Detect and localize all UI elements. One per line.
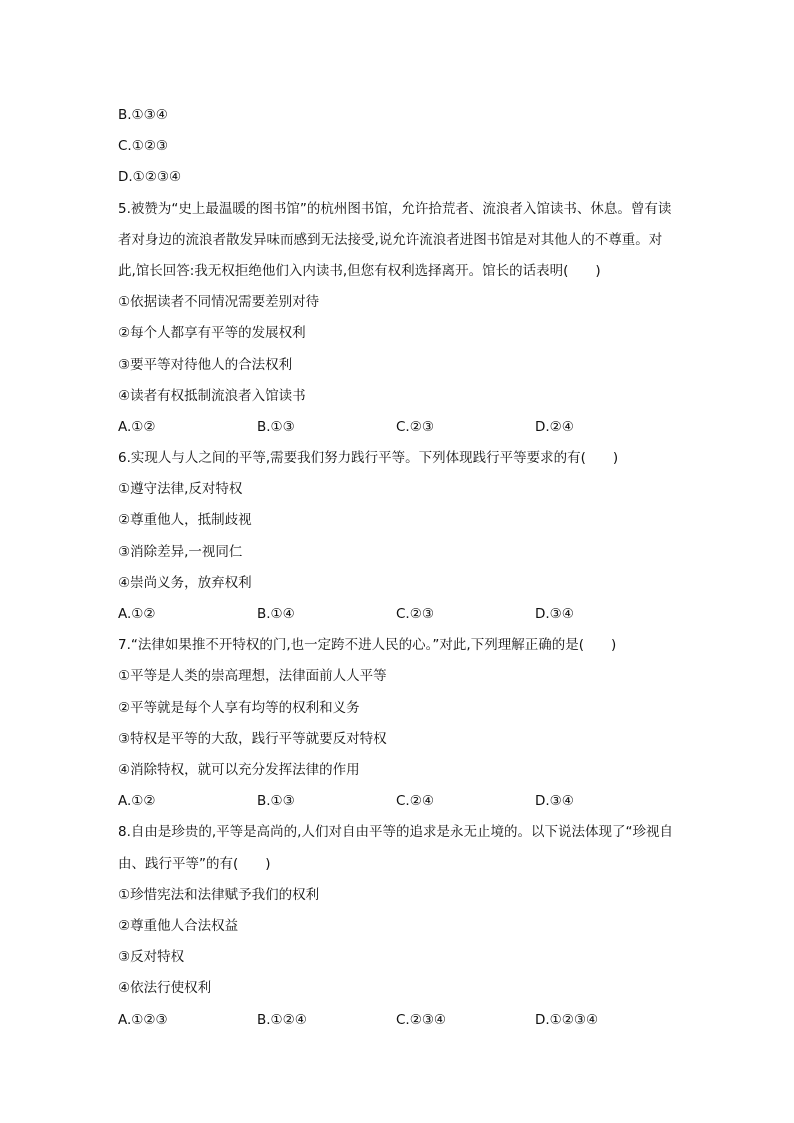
q5-options — [118, 412, 678, 443]
q7-option-c: C.②④ — [396, 793, 434, 810]
prev-option-c: C.①②③ — [118, 138, 169, 155]
q6-stem: 6.实现人与人之间的平等,需要我们努力践行平等。下列体现践行平等要求的有( ) — [118, 450, 619, 467]
q5-option-d: D.②④ — [535, 418, 574, 435]
q8-item-4: ④依法行使权利 — [118, 980, 212, 997]
q6-item-2: ②尊重他人，抵制歧视 — [118, 512, 252, 529]
prev-option-d: D.①②③④ — [118, 169, 182, 186]
q7-item-4: ④消除特权，就可以充分发挥法律的作用 — [118, 761, 360, 778]
q7-option-b: B.①③ — [257, 793, 295, 810]
q8-item-1: ①珍惜宪法和法律赋予我们的权利 — [118, 886, 320, 903]
q7-option-a: A.①② — [118, 793, 156, 810]
q8-option-c: C.②③④ — [396, 1011, 447, 1028]
q8-item-3: ③反对特权 — [118, 949, 185, 966]
q5-item-4: ④读者有权抵制流浪者入馆读书 — [118, 387, 306, 404]
q7-item-1: ①平等是人类的崇高理想，法律面前人人平等 — [118, 668, 387, 685]
q6-option-a: A.①② — [118, 606, 156, 623]
q7-option-d: D.③④ — [535, 793, 574, 810]
q8-options — [118, 1005, 678, 1036]
q7-options — [118, 786, 678, 817]
q6-option-c: C.②③ — [396, 606, 434, 623]
q8-item-2: ②尊重他人合法权益 — [118, 917, 239, 934]
q6-option-d: D.③④ — [535, 606, 574, 623]
q6-options — [118, 599, 678, 630]
q5-option-a: A.①② — [118, 418, 156, 435]
q5-option-c: C.②③ — [396, 418, 434, 435]
prev-option-b: B.①③④ — [118, 107, 168, 123]
q8-option-b: B.①②④ — [257, 1011, 307, 1028]
q6-option-b: B.①④ — [257, 606, 295, 623]
q8-option-d: D.①②③④ — [535, 1011, 599, 1028]
q7-item-2: ②平等就是每个人享有均等的权利和义务 — [118, 699, 360, 716]
q8-stem: 8.自由是珍贵的,平等是高尚的,人们对自由平等的追求是永无止境的。以下说法体现了“珍视自由、践行平等”的有( ) — [118, 824, 673, 872]
q6-item-3: ③消除差异,一视同仁 — [118, 543, 243, 560]
q5-item-2: ②每个人都享有平等的发展权利 — [118, 325, 306, 342]
q7-stem: 7.“法律如果推不开特权的门,也一定跨不进人民的心。”对此,下列理解正确的是( ) — [118, 637, 617, 654]
q8-option-a: A.①②③ — [118, 1011, 168, 1028]
q6-item-1: ①遵守法律,反对特权 — [118, 481, 243, 498]
exam-page — [118, 100, 678, 1036]
q5-item-3: ③要平等对待他人的合法权利 — [118, 356, 293, 373]
q5-stem: 5.被赞为“史上最温暖的图书馆”的杭州图书馆，允许拾荒者、流浪者入馆读书、休息。曾有读者对身边的流浪者散发异味而感到无法接受,说允许流浪者进图书馆是对其他人的不尊重。对此,馆长回答:我无权拒绝他们入内读书,但您有权利选择离开。馆长的话表明( ) — [118, 200, 672, 279]
q5-item-1: ①依据读者不同情况需要差别对待 — [118, 294, 320, 311]
q5-option-b: B.①③ — [257, 418, 295, 435]
q6-item-4: ④崇尚义务，放弃权利 — [118, 574, 252, 591]
q7-item-3: ③特权是平等的大敌，践行平等就要反对特权 — [118, 730, 387, 747]
